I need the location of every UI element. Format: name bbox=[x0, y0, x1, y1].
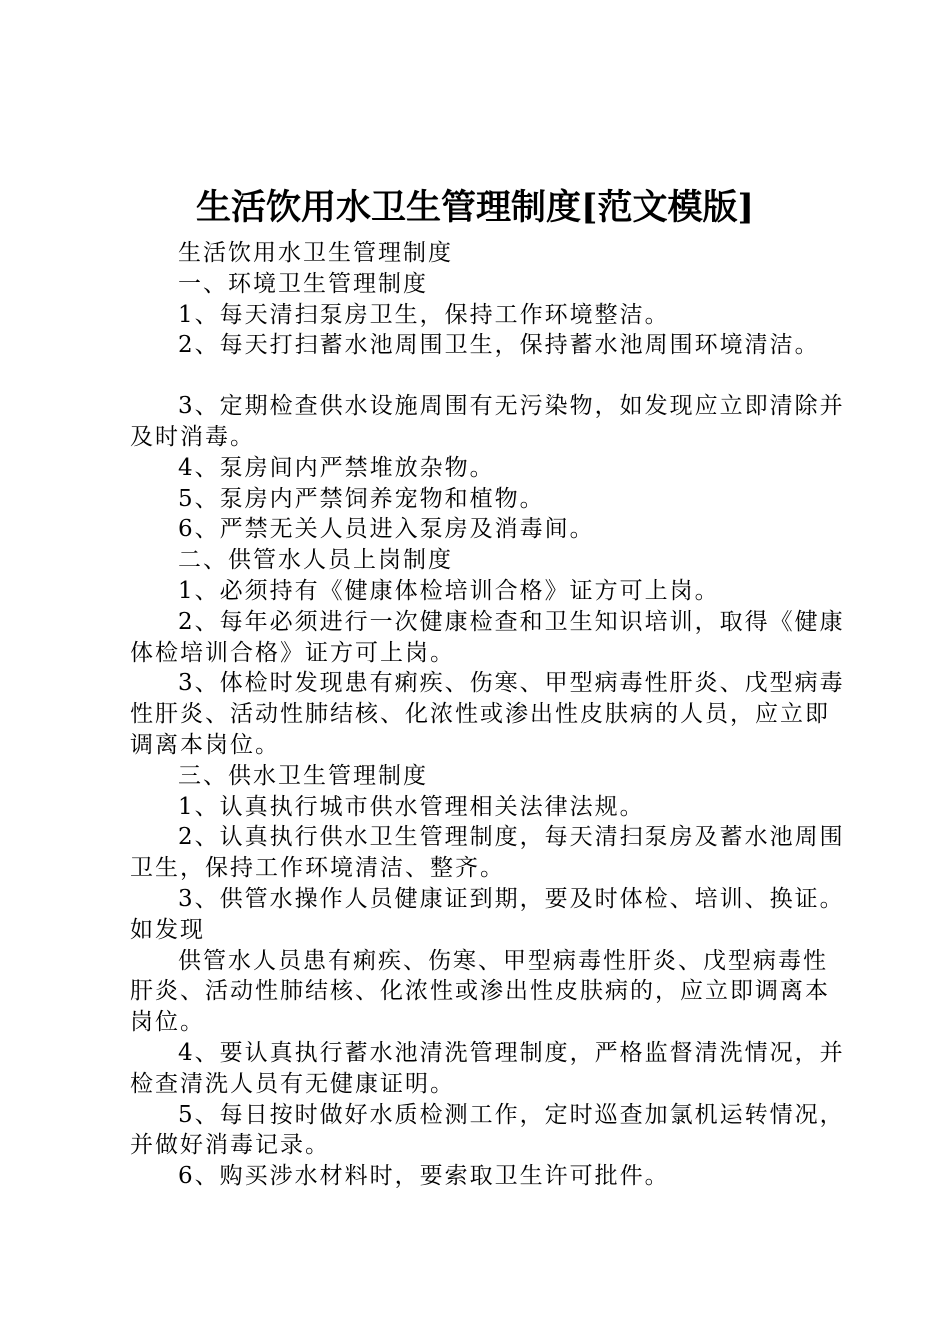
section-heading-environment: 一、环境卫生管理制度 bbox=[178, 270, 428, 297]
paragraph: 1、每天清扫泵房卫生，保持工作环境整洁。 bbox=[178, 301, 670, 328]
document-body bbox=[130, 238, 848, 1192]
paragraph: 1、必须持有《健康体检培训合格》证方可上岗。 bbox=[178, 577, 720, 604]
paragraph-subtitle: 生活饮用水卫生管理制度 bbox=[178, 240, 453, 266]
paragraph: 4、要认真执行蓄水池清洗管理制度，严格监督清洗情况，并检查清洗人员有无健康证明。 bbox=[130, 1039, 845, 1097]
paragraph: 2、每年必须进行一次健康检查和卫生知识培训，取得《健康体检培训合格》证方可上岗。 bbox=[130, 608, 845, 666]
section-heading-staff: 二、供管水人员上岗制度 bbox=[178, 547, 453, 574]
paragraph: 6、严禁无关人员进入泵房及消毒间。 bbox=[178, 516, 595, 543]
paragraph: 5、每日按时做好水质检测工作，定时巡查加氯机运转情况，并做好消毒记录。 bbox=[130, 1101, 845, 1159]
section-heading-water-supply: 三、供水卫生管理制度 bbox=[178, 762, 428, 789]
paragraph: 3、体检时发现患有痢疾、伤寒、甲型病毒性肝炎、戊型病毒性肝炎、活动性肺结核、化浓性或渗出性皮肤病的人员，应立即调离本岗位。 bbox=[130, 670, 845, 758]
paragraph: 供管水人员患有痢疾、伤寒、甲型病毒性肝炎、戊型病毒性肝炎、活动性肺结核、化浓性或渗出性皮肤病的，应立即调离本岗位。 bbox=[130, 947, 830, 1036]
paragraph: 6、购买涉水材料时，要索取卫生许可批件。 bbox=[178, 1163, 670, 1190]
paragraph: 2、每天打扫蓄水池周围卫生，保持蓄水池周围环境清洁。 bbox=[178, 332, 820, 359]
paragraph: 3、供管水操作人员健康证到期，要及时体检、培训、换证。如发现 bbox=[130, 885, 845, 943]
document-title: 生活饮用水卫生管理制度[范文模版] bbox=[195, 187, 755, 228]
paragraph: 1、认真执行城市供水管理相关法律法规。 bbox=[178, 793, 645, 820]
paragraph: 2、认真执行供水卫生管理制度，每天清扫泵房及蓄水池周围卫生，保持工作环境清洁、整齐。 bbox=[130, 824, 845, 882]
paragraph: 3、定期检查供水设施周围有无污染物，如发现应立即清除并及时消毒。 bbox=[130, 393, 845, 450]
paragraph: 5、泵房内严禁饲养宠物和植物。 bbox=[178, 485, 545, 512]
paragraph: 4、泵房间内严禁堆放杂物。 bbox=[178, 454, 495, 481]
